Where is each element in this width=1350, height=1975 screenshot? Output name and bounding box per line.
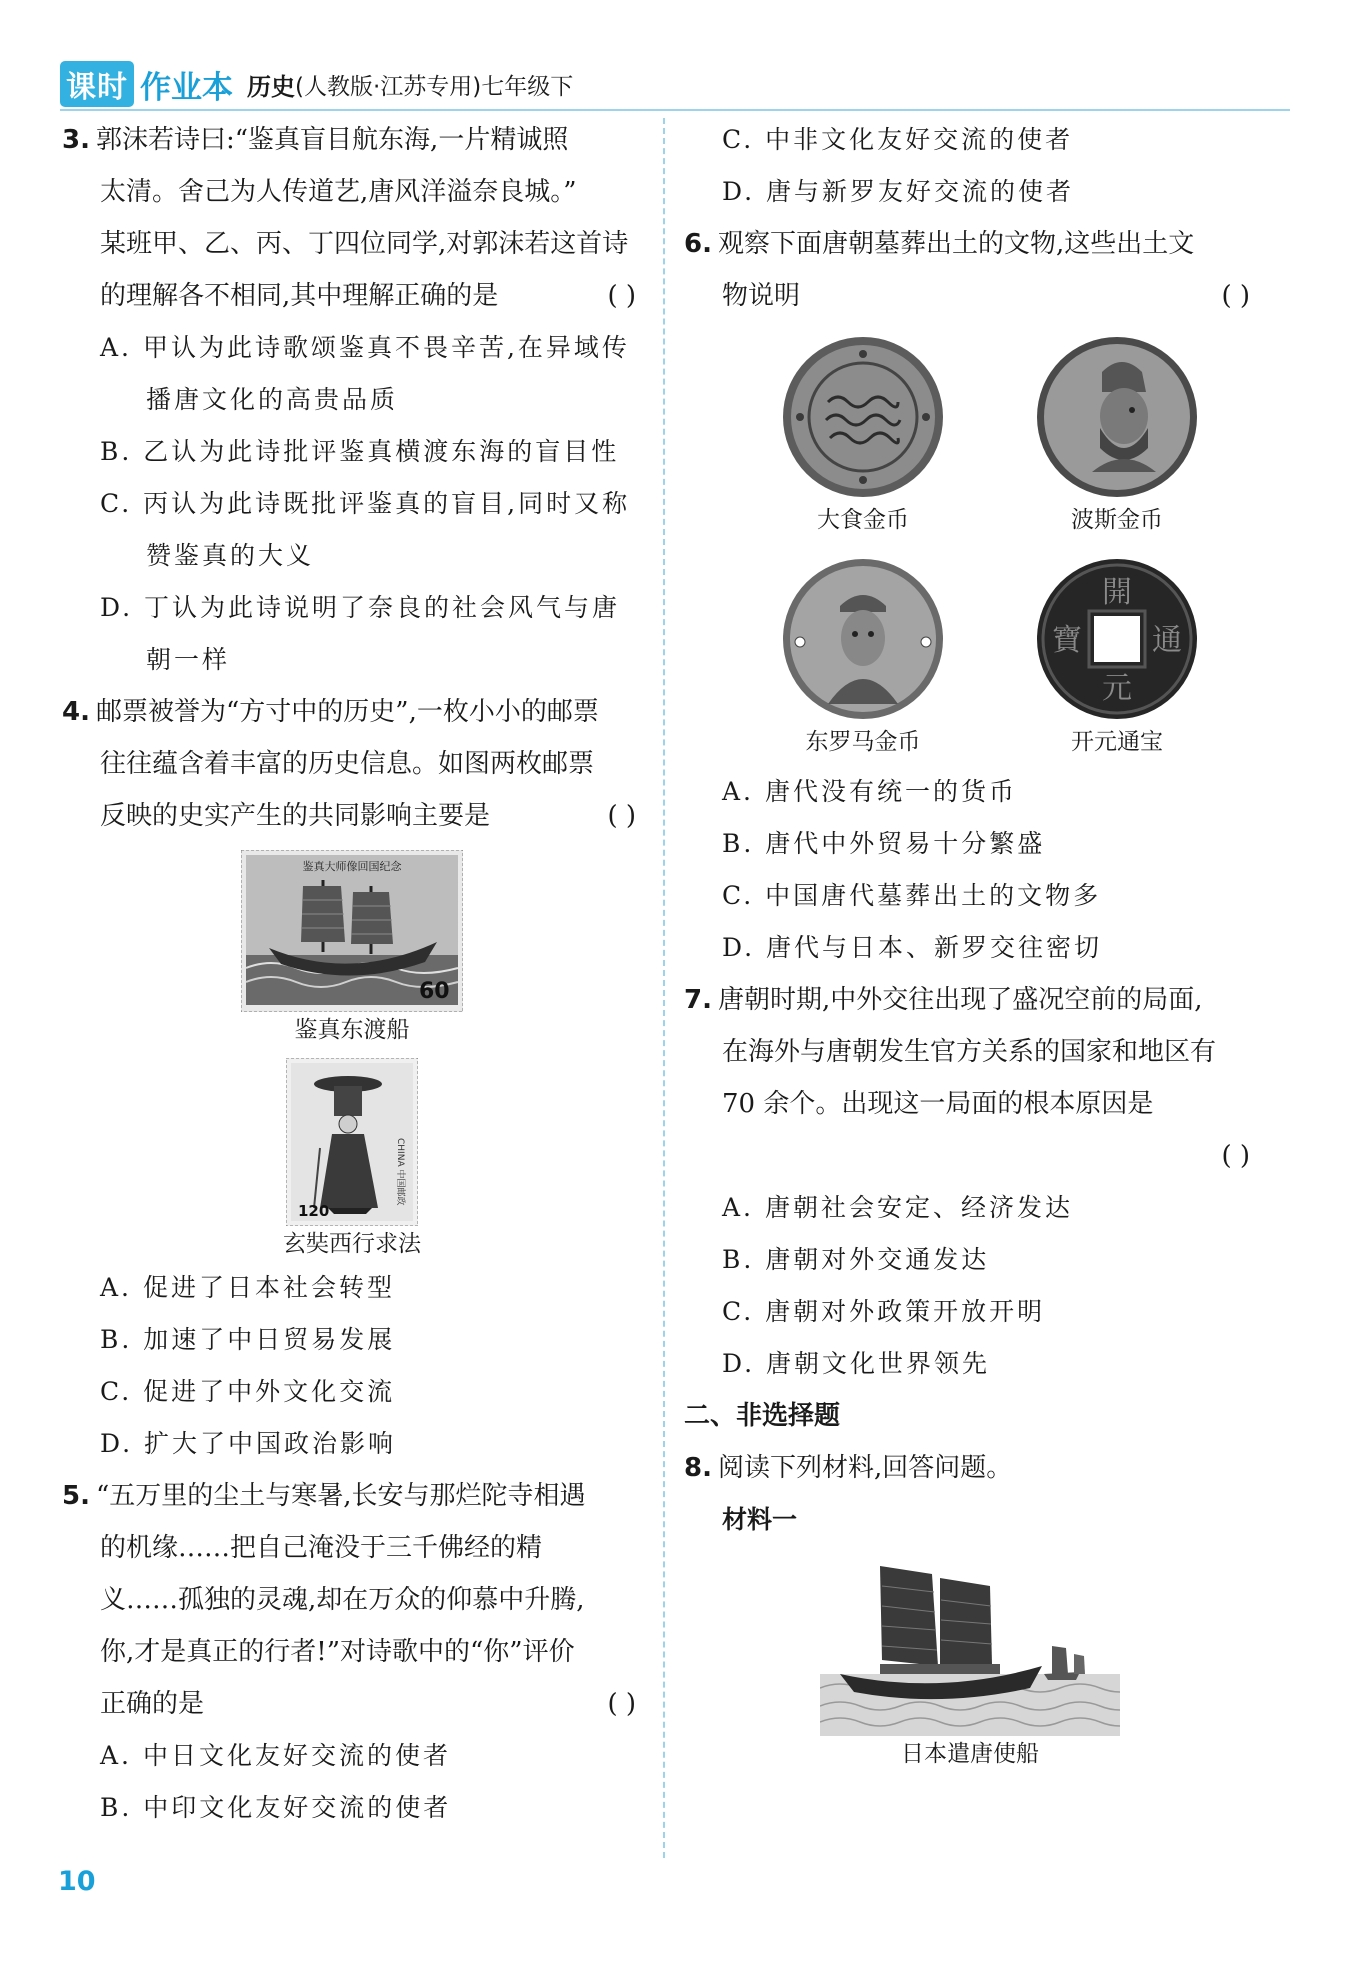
japan-ship-caption: 日本遣唐使船	[901, 1741, 1039, 1767]
q6-line-2: 物说明 ( )	[684, 270, 1256, 322]
q4-option-c: C. 促进了中外文化交流	[100, 1377, 396, 1406]
q5-option-b: B. 中印文化友好交流的使者	[100, 1793, 452, 1822]
q5-option-a: A. 中日文化友好交流的使者	[100, 1741, 451, 1770]
coin-kaiyuan-image	[1032, 554, 1202, 724]
q4-answer-paren: ( )	[607, 801, 636, 831]
q7-option-c: C. 唐朝对外政策开放开明	[722, 1297, 1046, 1326]
japan-envoy-ship-image	[820, 1556, 1120, 1736]
q7-line-3: 70 余个。出现这一局面的根本原因是	[722, 1089, 1154, 1119]
q4-line-2: 往往蕴含着丰富的历史信息。如图两枚邮票	[100, 749, 595, 779]
stamp-jianzhen-caption: 鉴真东渡船	[294, 1017, 410, 1043]
q7-option-a: A. 唐朝社会安定、经济发达	[722, 1193, 1073, 1222]
stamp-xuanzang-caption: 玄奘西行求法	[283, 1231, 421, 1257]
q3-option-c: C. 丙认为此诗既批评鉴真的盲目,同时又称	[100, 489, 631, 518]
q6-option-c: C. 中国唐代墓葬出土的文物多	[722, 881, 1102, 910]
q4-option-d: D. 扩大了中国政治影响	[100, 1429, 397, 1458]
q3-option-a-cont: 播唐文化的高贵品质	[146, 385, 399, 414]
right-column	[684, 114, 1256, 1772]
q6-option-b: B. 唐代中外贸易十分繁盛	[722, 829, 1046, 858]
q8-number: 8.	[684, 1453, 712, 1483]
q3-option-d: D. 丁认为此诗说明了奈良的社会风气与唐	[100, 593, 621, 622]
q5-line-3: 义……孤独的灵魂,却在万众的仰慕中升腾,	[100, 1585, 585, 1615]
q7-option-b: B. 唐朝对外交通发达	[722, 1245, 990, 1274]
coin-kaiyuan	[997, 554, 1237, 760]
q3-option-d-cont: 朝一样	[146, 645, 231, 674]
stamp-xuanzang-figure	[62, 1058, 642, 1226]
coin-dashi-image	[778, 332, 948, 502]
q4-line-1: 4. 邮票被誉为“方寸中的历史”,一枚小小的邮票	[62, 686, 642, 738]
coin-dashi-caption: 大食金币	[817, 507, 909, 533]
q3-option-c-cont: 赞鉴真的大义	[146, 541, 315, 570]
section-2-title: 二、非选择题	[684, 1401, 841, 1431]
coin-dongluoma-image	[778, 554, 948, 724]
q5-line-2: 的机缘……把自己淹没于三千佛经的精	[100, 1533, 543, 1563]
q7-line-2: 在海外与唐朝发生官方关系的国家和地区有	[722, 1037, 1217, 1067]
q7-answer-paren: ( )	[1221, 1141, 1250, 1171]
q8-material-label: 材料一	[722, 1505, 798, 1534]
q4-option-a: A. 促进了日本社会转型	[100, 1273, 395, 1302]
left-column	[62, 114, 642, 1834]
q3-line-3: 某班甲、乙、丙、丁四位同学,对郭沫若这首诗	[100, 229, 629, 259]
page-header	[60, 62, 573, 106]
kaiyuan-char-top: 開	[1102, 575, 1132, 610]
stamp-jianzhen-figure	[62, 850, 642, 1012]
q5-line-1: 5. “五万里的尘土与寒暑,长安与那烂陀寺相遇	[62, 1470, 642, 1522]
q4-line-3: 反映的史实产生的共同影响主要是 ( )	[62, 790, 642, 842]
coin-dongluoma	[743, 554, 983, 760]
page-number: 10	[58, 1866, 96, 1897]
coin-kaiyuan-caption: 开元通宝	[1071, 729, 1163, 755]
column-divider	[663, 118, 665, 1858]
kaiyuan-char-right: 通	[1152, 623, 1182, 658]
q8-line-1: 8. 阅读下列材料,回答问题。	[684, 1442, 1256, 1494]
header-rule	[60, 109, 1290, 111]
q7-line-1: 7. 唐朝时期,中外交往出现了盛况空前的局面,	[684, 974, 1256, 1026]
logo-text: 作业本	[140, 69, 233, 106]
stamp-xuanzang-monk	[286, 1058, 418, 1226]
q6-option-a: A. 唐代没有统一的货币	[722, 777, 1017, 806]
q4-option-b: B. 加速了中日贸易发展	[100, 1325, 396, 1354]
stamp2-country: CHINA 中国邮政	[395, 1138, 405, 1206]
q7-paren-line	[684, 1130, 1256, 1182]
q5-option-c: C. 中非文化友好交流的使者	[722, 125, 1074, 154]
q6-number: 6.	[684, 229, 712, 259]
coin-dongluoma-caption: 东罗马金币	[805, 729, 921, 755]
q7-option-d: D. 唐朝文化世界领先	[722, 1349, 991, 1378]
kaiyuan-char-left: 寶	[1052, 623, 1082, 658]
q3-answer-paren: ( )	[607, 281, 636, 311]
logo-box: 课时	[60, 61, 134, 107]
q4-number: 4.	[62, 697, 90, 727]
q3-line-2: 太清。舍己为人传道艺,唐风洋溢奈良城。”	[100, 177, 577, 207]
coin-bosi	[997, 332, 1237, 538]
q3-line-1: 3. 郭沫若诗曰:“鉴真盲目航东海,一片精诚照	[62, 114, 642, 166]
q3-line-4: 的理解各不相同,其中理解正确的是 ( )	[62, 270, 642, 322]
japan-ship-figure	[684, 1556, 1256, 1736]
coin-bosi-image	[1032, 332, 1202, 502]
q5-answer-paren: ( )	[607, 1689, 636, 1719]
q3-option-b: B. 乙认为此诗批评鉴真横渡东海的盲目性	[100, 437, 620, 466]
q6-line-1: 6. 观察下面唐朝墓葬出土的文物,这些出土文	[684, 218, 1256, 270]
q3-option-a: A. 甲认为此诗歌颂鉴真不畏辛苦,在异域传	[100, 333, 630, 362]
coin-bosi-caption: 波斯金币	[1071, 507, 1163, 533]
q5-line-4: 你,才是真正的行者!”对诗歌中的“你”评价	[100, 1637, 575, 1667]
q6-option-d: D. 唐代与日本、新罗交往密切	[722, 933, 1103, 962]
coin-figures	[724, 332, 1256, 760]
stamp-jianzhen-ship	[241, 850, 463, 1012]
q3-number: 3.	[62, 125, 90, 155]
stamp2-value: 120	[298, 1202, 330, 1220]
q6-answer-paren: ( )	[1221, 281, 1250, 311]
subject-title: 历史	[247, 72, 295, 101]
kaiyuan-char-bottom: 元	[1102, 671, 1132, 706]
q5-option-d: D. 唐与新罗友好交流的使者	[722, 177, 1075, 206]
q5-number: 5.	[62, 1481, 90, 1511]
subject-detail: (人教版·江苏专用)七年级下	[295, 73, 574, 100]
coin-dashi	[743, 332, 983, 538]
q5-line-5: 正确的是 ( )	[62, 1678, 642, 1730]
stamp1-top-text: 鉴真大师像回国纪念	[302, 860, 402, 873]
q7-number: 7.	[684, 985, 712, 1015]
stamp1-value: 60	[419, 979, 450, 1004]
